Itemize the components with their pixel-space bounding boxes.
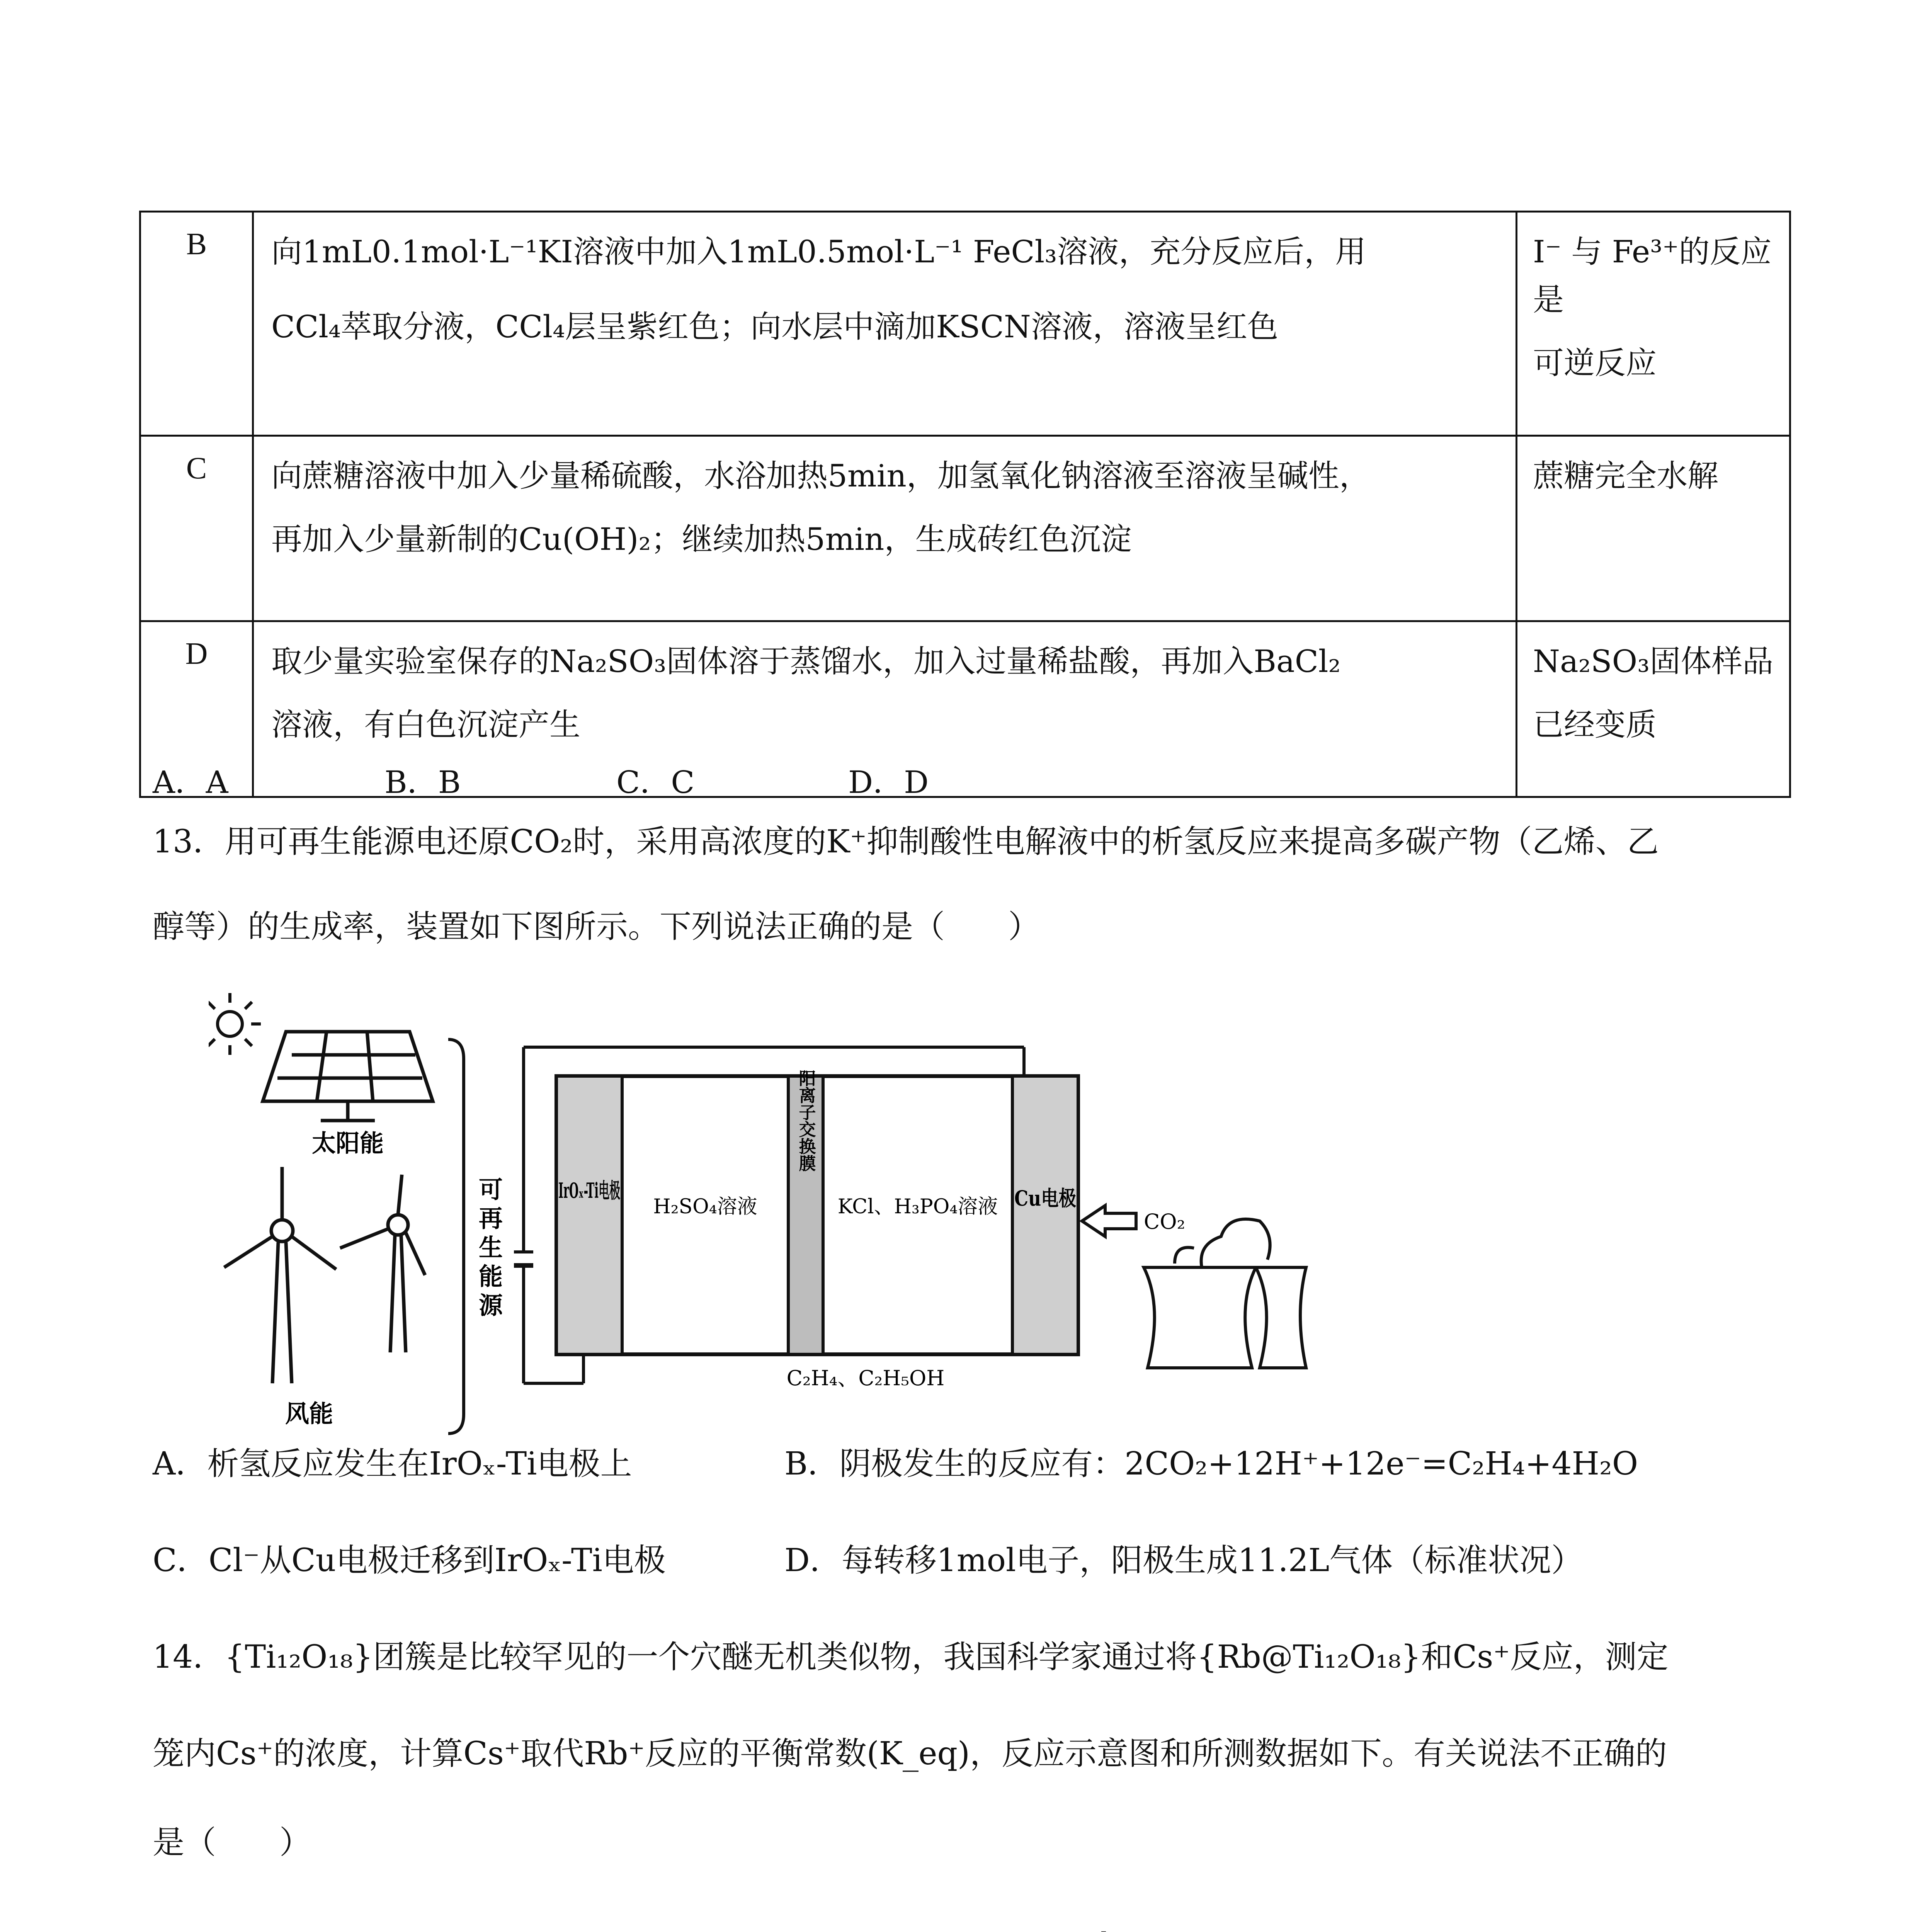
keq-chart <box>1020 1909 1561 1932</box>
wind-label: 风能 <box>285 1400 333 1428</box>
renewable-label-char: 再 <box>478 1204 503 1233</box>
option-a[interactable]: A．A <box>153 764 228 800</box>
experiment-table <box>139 211 1791 798</box>
procedure-cell <box>253 212 1517 436</box>
catholyte-label: KCl、H₃PO₄溶液 <box>837 1195 998 1218</box>
membrane-label: 阳离子交换膜 <box>796 1070 816 1172</box>
conclusion-line: 蔗糖完全水解 <box>1533 458 1718 494</box>
procedure-line: 向1mL0.1mol·L⁻¹KI溶液中加入1mL0.5mol·L⁻¹ FeCl₃溶液，充分反应后，用 <box>271 234 1366 270</box>
option-c[interactable]: C．C <box>616 764 695 800</box>
q13-stem-line2: 醇等）的生成率，装置如下图所示。下列说法正确的是（ ） <box>153 908 1040 945</box>
row-label: C <box>140 436 253 621</box>
q13-option-b[interactable]: B．阴极发生的反应有：2CO₂+12H⁺+12e⁻=C₂H₄+4H₂O <box>784 1446 1638 1482</box>
table-row <box>140 436 1790 621</box>
conclusion-cell <box>1517 621 1790 797</box>
conclusion-line: 可逆反应 <box>1533 345 1657 381</box>
wind-turbine-icon <box>224 1167 425 1383</box>
factory-icon <box>1144 1219 1306 1368</box>
q13-option-d[interactable]: D．每转移1mol电子，阳极生成11.2L气体（标准状况） <box>784 1542 1583 1579</box>
q14-stem-line3: 是（ ） <box>153 1824 311 1861</box>
q13-stem-line1: 13．用可再生能源电还原CO₂时，采用高浓度的K⁺抑制酸性电解液中的析氢反应来提高多碳产物（乙烯、乙 <box>153 823 1659 860</box>
products-label: C₂H₄、C₂H₅OH <box>786 1366 945 1390</box>
conclusion-line: Na₂SO₃固体样品 <box>1533 643 1774 679</box>
bracket <box>448 1039 464 1434</box>
renewable-label-char: 源 <box>478 1291 503 1320</box>
renewable-label-char: 能 <box>478 1262 503 1291</box>
procedure-cell <box>253 436 1517 621</box>
anode-electrode <box>556 1076 622 1354</box>
q12-options <box>153 757 1080 802</box>
q14-stem-line2: 笼内Cs⁺的浓度，计算Cs⁺取代Rb⁺反应的平衡常数(K_eq)，反应示意图和所测数据如下。有关说法不正确的 <box>153 1735 1667 1772</box>
option-b[interactable]: B．B <box>384 764 461 800</box>
procedure-line: CCl₄萃取分液，CCl₄层呈紫红色；向水层中滴加KSCN溶液，溶液呈红色 <box>271 309 1278 345</box>
co2-arrow-icon <box>1082 1206 1136 1236</box>
procedure-line: 向蔗糖溶液中加入少量稀硫酸，水浴加热5min，加氢氧化钠溶液至溶液呈碱性， <box>271 458 1370 494</box>
cathode-label: Cu电极 <box>1014 1186 1076 1211</box>
row-label: B <box>140 212 253 436</box>
conclusion-line: 已经变质 <box>1533 707 1657 743</box>
co2-label: CO₂ <box>1144 1209 1186 1234</box>
renewable-label-char: 生 <box>478 1233 503 1262</box>
conclusion-line: I⁻ 与 Fe³⁺的反应是 <box>1533 234 1772 318</box>
procedure-line: 再加入少量新制的Cu(OH)₂；继续加热5min，生成砖红色沉淀 <box>271 521 1132 557</box>
electrolysis-diagram <box>209 981 1445 1445</box>
option-d[interactable]: D．D <box>848 764 929 800</box>
solar-panel-icon <box>255 1032 441 1121</box>
solar-label: 太阳能 <box>311 1129 384 1157</box>
table-row <box>140 212 1790 436</box>
renewable-label-char: 可 <box>478 1175 503 1204</box>
sun-icon <box>209 993 261 1055</box>
conclusion-cell <box>1517 436 1790 621</box>
q14-stem-line1: 14．{Ti₁₂O₁₈}团簇是比较罕见的一个穴醚无机类似物，我国科学家通过将{Rb@Ti₁₂O₁₈}和Cs⁺反应，测定 <box>153 1639 1669 1675</box>
anolyte-label: H₂SO₄溶液 <box>653 1195 757 1218</box>
row-label: D <box>140 621 253 797</box>
q13-option-c[interactable]: C．Cl⁻从Cu电极迁移到IrOₓ-Ti电极 <box>153 1542 666 1579</box>
conclusion-cell <box>1517 212 1790 436</box>
q13-option-a[interactable]: A．析氢反应发生在IrOₓ-Ti电极上 <box>153 1446 632 1482</box>
cathode-electrode <box>1012 1076 1078 1354</box>
procedure-line: 取少量实验室保存的Na₂SO₃固体溶于蒸馏水，加入过量稀盐酸，再加入BaCl₂ <box>271 643 1341 679</box>
anode-label: IrOₓ-Ti电极 <box>558 1178 620 1203</box>
procedure-line: 溶液，有白色沉淀产生 <box>271 707 580 743</box>
